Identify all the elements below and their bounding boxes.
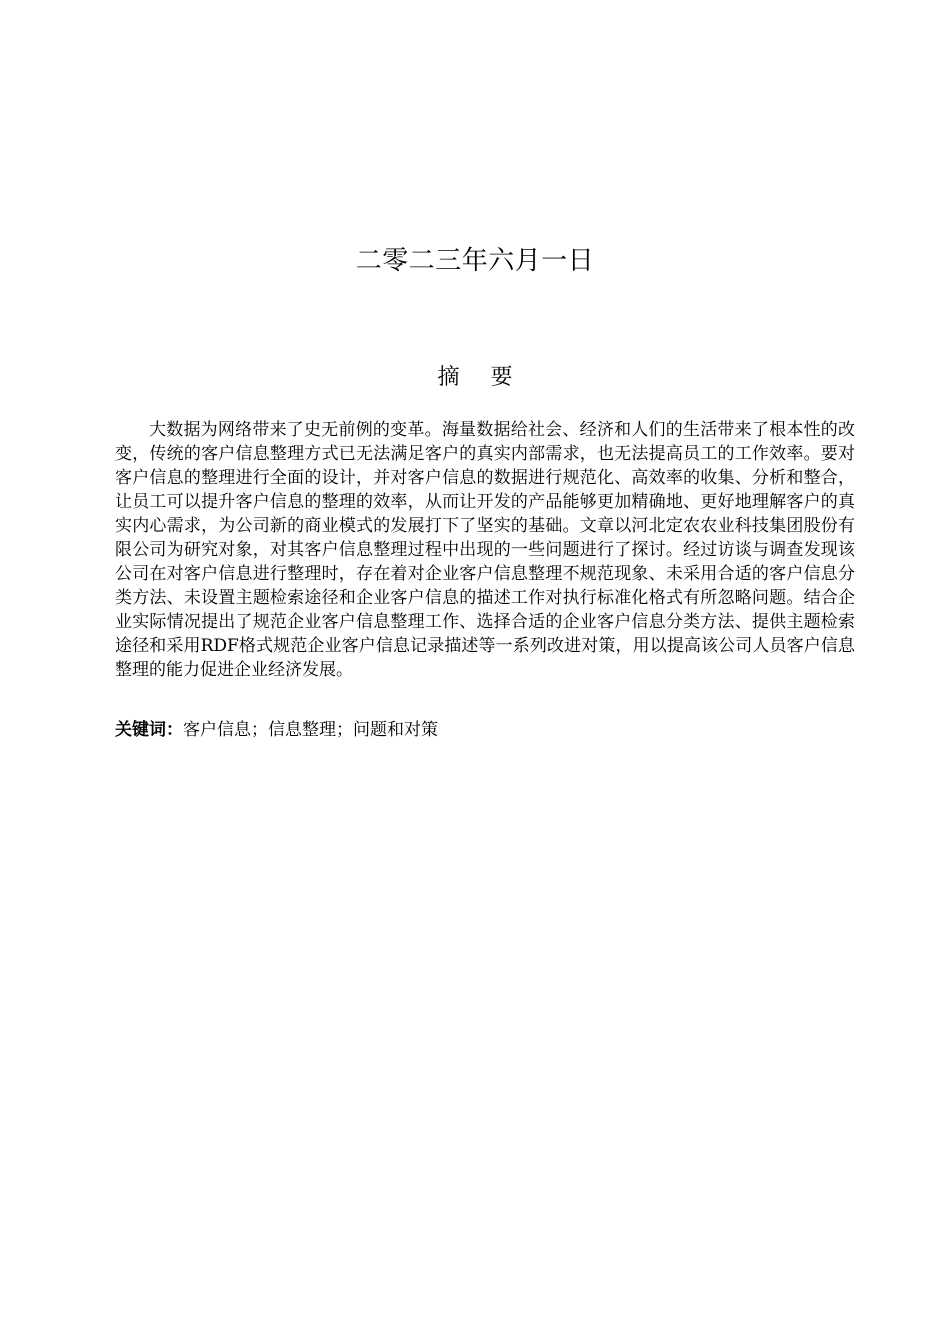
keywords-text: 客户信息；信息整理；问题和对策 [183, 720, 438, 740]
keywords-label: 关键词： [115, 720, 183, 740]
date-line: 二零二三年六月一日 [355, 246, 595, 276]
keywords-line [115, 718, 855, 742]
abstract-heading: 摘 要 [437, 365, 525, 390]
abstract-body: 大数据为网络带来了史无前例的变革。海量数据给社会、经济和人们的生活带来了根本性的改变，传统的客户信息整理方式已无法满足客户的真实内部需求，也无法提高员工的工作效率。要对客户信息的整理进行全面的设计，并对客户信息的数据进行规范化、高效率的收集、分析和整合，让员工可以提升客户信息的整理的效率，从而让开发的产品能够更加精确地、更好地理解客户的真实内心需求，为公司新的商业模式的发展打下了坚实的基础。文章以河北定农农业科技集团股份有限公司为研究对象，对其客户信息整理过程中出现的一些问题进行了探讨。经过访谈与调查发现该公司在对客户信息进行整理时，存在着对企业客户信息整理不规范现象、未采用合适的客户信息分类方法、未设置主题检索途径和企业客户信息的描述工作对执行标准化格式有所忽略问题。结合企业实际情况提出了规范企业客户信息整理工作、选择合适的企业客户信息分类方法、提供主题检索途径和采用RDF格式规范企业客户信息记录描述等一系列改进对策，用以提高该公司人员客户信息整理的能力促进企业经济发展。 [115, 420, 855, 680]
